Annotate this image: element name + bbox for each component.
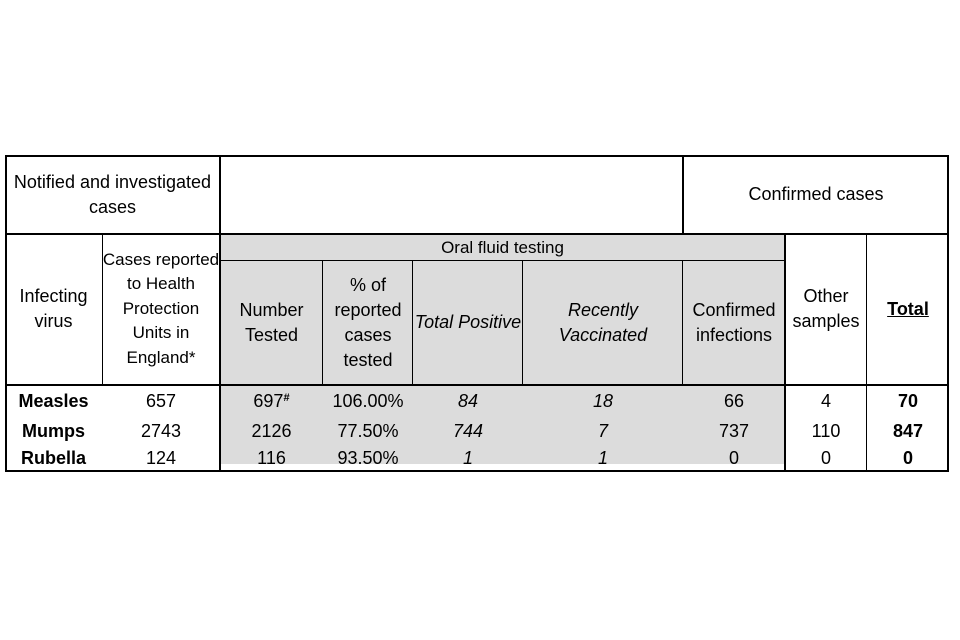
- row-reported: 124: [145, 447, 177, 468]
- confirmed-cases-header: Confirmed cases: [748, 184, 884, 204]
- col-cases-reported: Cases reported to Health Protection Units in England*: [102, 249, 220, 367]
- border-bottom: [5, 470, 949, 472]
- col-divider-top: [682, 155, 684, 234]
- row-reported: 2743: [140, 420, 182, 441]
- row-tested-value: 2126: [251, 420, 292, 441]
- row-tested: 697 #: [220, 387, 323, 415]
- col-infecting-virus: Infecting virus: [19, 286, 88, 331]
- row-vaccinated: 18: [592, 390, 614, 411]
- row-confirmed: 0: [728, 447, 739, 468]
- oral-fluid-label: Oral fluid testing: [441, 238, 564, 257]
- oral-fluid-divider: [220, 260, 785, 261]
- row-other: 4: [820, 390, 831, 411]
- row-positive: 744: [452, 420, 484, 441]
- col-confirmed-infections: Confirmed infections: [692, 299, 776, 345]
- row-tested: [220, 444, 323, 472]
- border-top: [5, 155, 949, 157]
- col-divider-4: [412, 261, 413, 386]
- row-vaccinated: 1: [597, 447, 608, 468]
- row-pct: 106.00%: [332, 390, 404, 411]
- col-recently-vaccinated: Recently Vaccinated: [558, 299, 648, 345]
- col-divider-6: [682, 261, 683, 386]
- row-tested-value: 697: [253, 390, 284, 411]
- row-pct: 77.50%: [337, 420, 399, 441]
- blank-header: [220, 155, 683, 234]
- col-divider-1: [219, 155, 221, 472]
- notified-cases-header: Notified and investigated cases: [13, 171, 212, 217]
- col-divider-8: [866, 234, 867, 472]
- row-virus: Measles: [18, 390, 89, 411]
- row-divider-header: [5, 233, 949, 235]
- border-right: [947, 155, 949, 472]
- row-total: 0: [902, 447, 913, 468]
- row-positive: 1: [462, 447, 473, 468]
- border-left: [5, 155, 7, 472]
- surveillance-table: [5, 155, 949, 472]
- row-positive: 84: [457, 390, 479, 411]
- row-tested: [220, 417, 323, 445]
- row-reported: 657: [145, 390, 177, 411]
- col-total-positive: Total Positive: [414, 312, 522, 332]
- row-virus: Mumps: [22, 420, 85, 441]
- row-virus: Rubella: [20, 447, 86, 468]
- row-pct: 93.50%: [337, 447, 399, 468]
- col-pct-tested: % of reported cases tested: [334, 274, 402, 370]
- col-divider-5: [522, 261, 523, 386]
- col-divider-7: [784, 234, 786, 472]
- row-total: 70: [897, 390, 919, 411]
- col-other-samples: Other samples: [792, 286, 860, 331]
- row-total: 847: [892, 420, 924, 441]
- col-number-tested: Number Tested: [239, 299, 304, 345]
- row-other: 0: [820, 447, 831, 468]
- row-tested-value: 116: [257, 447, 286, 468]
- col-total: Total: [887, 298, 929, 319]
- col-divider-2: [102, 234, 103, 386]
- row-confirmed: 737: [718, 420, 750, 441]
- row-divider-data: [5, 384, 949, 386]
- row-confirmed: 66: [723, 390, 745, 411]
- row-vaccinated: 7: [597, 420, 608, 441]
- col-divider-3: [322, 261, 323, 386]
- row-other: 110: [811, 420, 841, 441]
